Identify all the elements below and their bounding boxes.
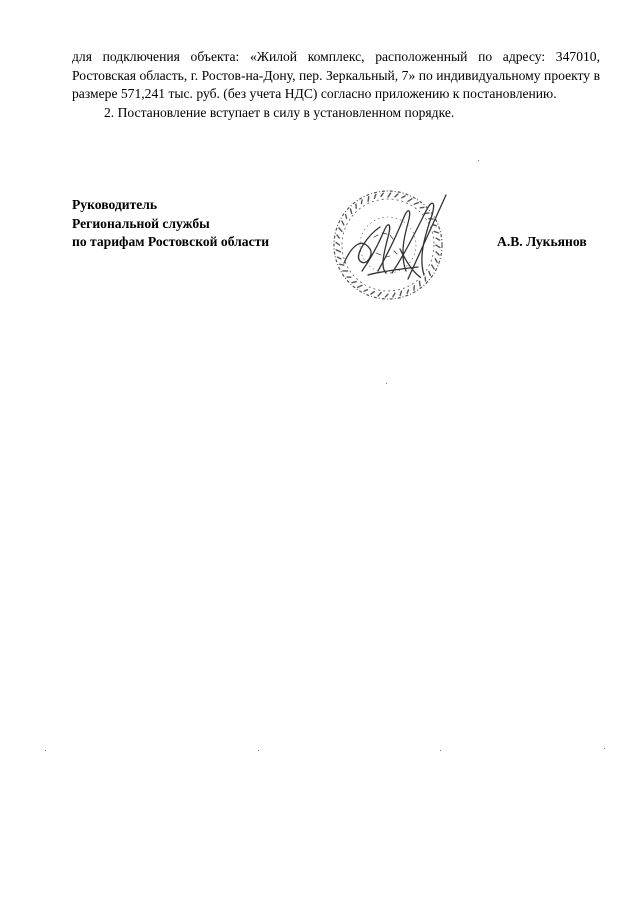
seal-ring-mark [336, 250, 340, 252]
seal-ring-mark [374, 194, 376, 198]
signature-strokes [344, 195, 446, 279]
seal-ring-mark [393, 293, 395, 297]
paragraph-connection-fee: для подключения объекта: «Жилой комплекс, расположенный по адресу: 347010, Ростовская область, г. Ростов-на-Дону, пер. Зеркальный, 7» по индивидуальному проекту в размере 571,241 тыс. руб. (без учета НДС) согласно приложению к постановлению. [72, 49, 600, 101]
seal-ring-mark [350, 209, 351, 214]
scan-speck [440, 750, 441, 751]
seal-ring-mark [419, 281, 420, 286]
signoff-position-line-2: Региональной службы [72, 215, 210, 231]
seal-ring-mark [395, 194, 398, 197]
official-seal-with-signature [322, 175, 462, 315]
seal-ring-mark [364, 290, 368, 291]
scan-speck [386, 383, 387, 384]
seal-ring-mark [432, 265, 435, 269]
seal-ring-text-marks [336, 193, 440, 297]
paragraph-effective-date: 2. Постановление вступает в силу в установленном порядке. [104, 104, 455, 120]
seal-ring-mark [337, 235, 339, 238]
document-body [72, 48, 600, 122]
seal-ring-mark [342, 221, 344, 225]
seal-ring-mark [336, 242, 339, 245]
seal-ring-mark [346, 215, 347, 219]
signoff-position-line-1: Руководитель [72, 197, 158, 212]
signer-name: А.В. Лукьянов [497, 234, 587, 249]
seal-ring-mark [436, 252, 439, 255]
seal-ring-mark [400, 291, 401, 296]
seal-ring-mark [352, 282, 356, 283]
scan-speck [604, 748, 605, 749]
seal-ring-mark [436, 238, 440, 240]
seal-ring-mark [378, 293, 381, 297]
scan-speck [478, 160, 479, 161]
seal-ring-mark [388, 193, 391, 197]
seal-ring-mark [340, 264, 344, 265]
seal-ring-mark [433, 225, 437, 226]
seal-ring-mark [381, 193, 383, 196]
seal-ring-mark [385, 294, 388, 297]
signoff-position [72, 196, 269, 252]
seal-ring-mark [337, 257, 340, 259]
seal-ring-mark [436, 245, 440, 248]
seal-ring-mark [361, 200, 362, 204]
seal-ring-mark [407, 290, 408, 294]
seal-ring-mark [358, 285, 362, 287]
seal-ring-mark [368, 197, 369, 202]
seal-ring-mark [408, 199, 412, 202]
seal-ring-mark [434, 231, 439, 232]
scan-speck [258, 750, 259, 751]
scan-speck [45, 750, 46, 751]
seal-ring-mark [402, 196, 405, 198]
seal-ring-mark [429, 271, 430, 275]
seal-ring-mark [371, 292, 374, 294]
seal-ring-mark [339, 228, 342, 232]
seal-ring-mark [435, 259, 437, 262]
seal-ring-mark [414, 203, 418, 204]
seal-outer-ring [334, 191, 442, 299]
signoff-position-line-3: по тарифам Ростовской области [72, 234, 270, 249]
